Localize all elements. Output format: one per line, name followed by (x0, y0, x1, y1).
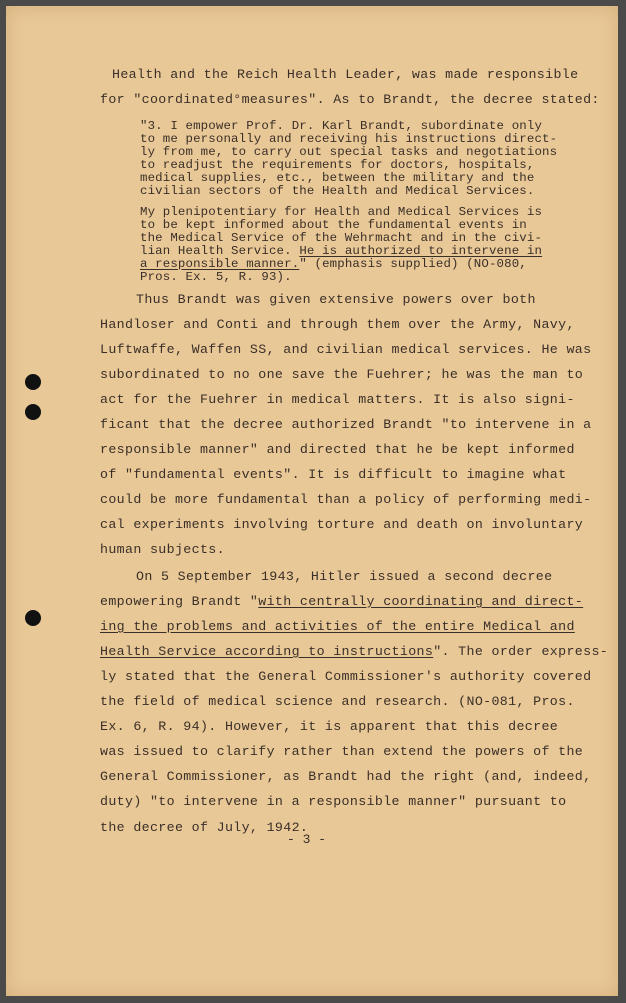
quote-line: medical supplies, etc., between the military and the (140, 171, 535, 185)
punch-hole (25, 404, 41, 420)
text-line: duty) "to intervene in a responsible manner" pursuant to (100, 794, 567, 809)
punch-hole (25, 610, 41, 626)
text-line: was issued to clarify rather than extend the powers of the (100, 744, 584, 759)
text-line: Luftwaffe, Waffen SS, and civilian medical services. He was (100, 342, 592, 357)
page-number: - 3 - (287, 832, 327, 847)
text-line: General Commissioner, as Brandt had the right (and, indeed, (100, 769, 592, 784)
quote-line: to be kept informed about the fundamental events in (140, 218, 527, 232)
text-line: the decree of July, 1942. (100, 820, 309, 835)
text-line: Health and the Reich Health Leader, was made responsible (112, 67, 579, 82)
quote-line: lian Health Service. He is authorized to intervene in (140, 244, 543, 258)
text-line: Handloser and Conti and through them over the Army, Navy, (100, 317, 575, 332)
text-line: cal experiments involving torture and death on involuntary (100, 517, 584, 532)
punch-hole (25, 374, 41, 390)
text-line: empowering Brandt "with centrally coordinating and direct- (100, 594, 584, 609)
text-line: Health Service according to instructions". The order express- (100, 644, 609, 659)
text-line: act for the Fuehrer in medical matters. It is also signi- (100, 392, 575, 407)
quote-line: My plenipotentiary for Health and Medical Services is (140, 205, 543, 219)
quote-line: to me personally and receiving his instructions direct- (140, 132, 558, 146)
quote-line: to readjust the requirements for doctors, hospitals, (140, 158, 535, 172)
quote-line: Pros. Ex. 5, R. 93). (140, 270, 292, 284)
quote-line: civilian sectors of the Health and Medical Services. (140, 184, 535, 198)
text-line: ly stated that the General Commissioner's authority covered (100, 669, 592, 684)
quote-line: ly from me, to carry out special tasks and negotiations (140, 145, 558, 159)
text-line: ing the problems and activities of the entire Medical and (100, 619, 575, 634)
text-line: of "fundamental events". It is difficult to imagine what (100, 467, 567, 482)
text-line: On 5 September 1943, Hitler issued a second decree (136, 569, 553, 584)
quote-line: a responsible manner." (emphasis supplied) (NO-080, (140, 257, 527, 271)
text-line: subordinated to no one save the Fuehrer; he was the man to (100, 367, 584, 382)
quote-line: "3. I empower Prof. Dr. Karl Brandt, subordinate only (140, 119, 543, 133)
text-line: Thus Brandt was given extensive powers over both (136, 292, 536, 307)
text-line: could be more fundamental than a policy of performing medi- (100, 492, 592, 507)
text-line: responsible manner" and directed that he be kept informed (100, 442, 575, 457)
text-line: the field of medical science and research. (NO-081, Pros. (100, 694, 575, 709)
text-line: Ex. 6, R. 94). However, it is apparent that this decree (100, 719, 559, 734)
text-line: human subjects. (100, 542, 225, 557)
text-line: ficant that the decree authorized Brandt "to intervene in a (100, 417, 592, 432)
text-line: for "coordinated°measures". As to Brandt, the decree stated: (100, 92, 600, 107)
document-page (6, 6, 618, 996)
quote-line: the Medical Service of the Wehrmacht and in the civi- (140, 231, 543, 245)
